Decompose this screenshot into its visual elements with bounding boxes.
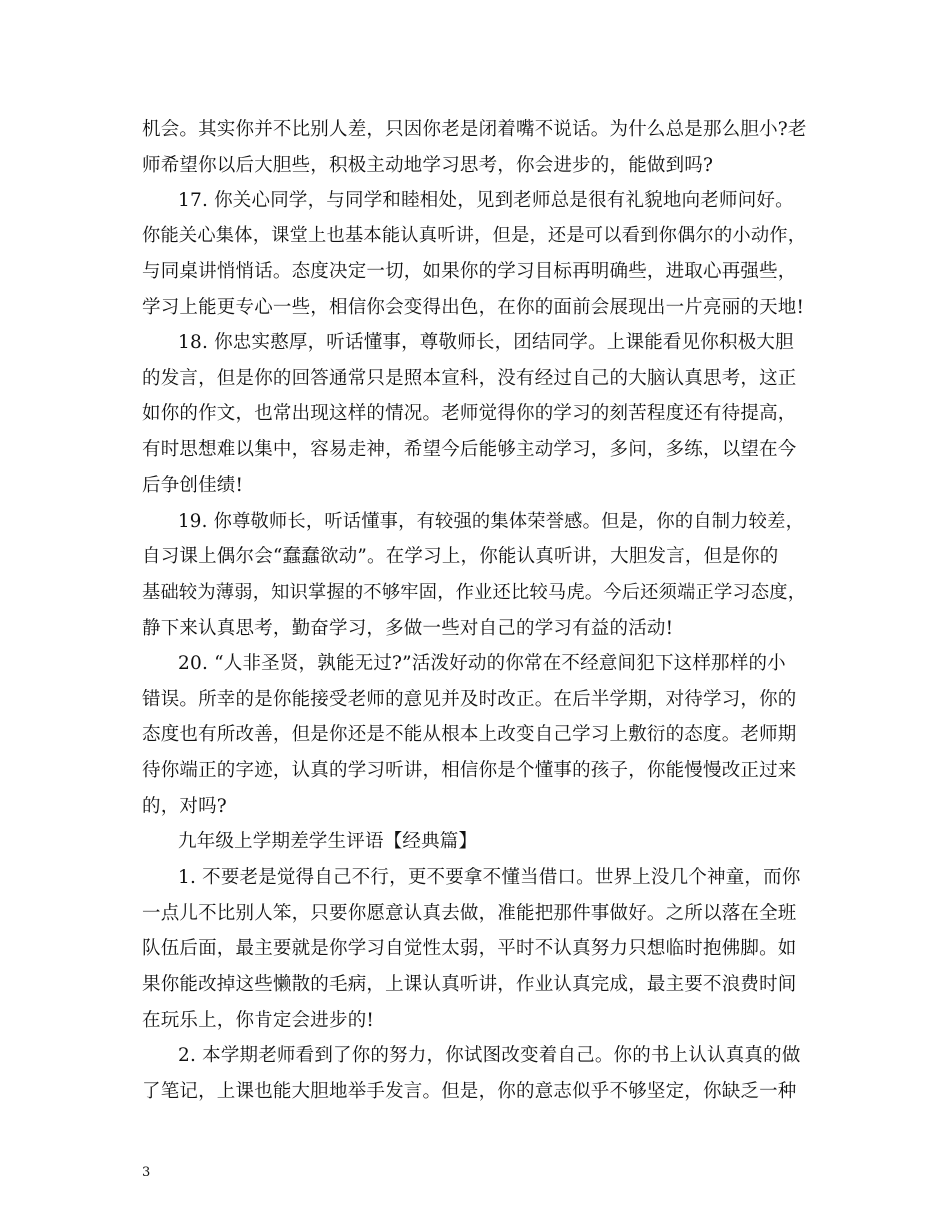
text-line: 的，对吗? (142, 796, 227, 817)
text-line: 基础较为薄弱，知识掌握的不够牢固，作业还比较马虎。今后还须端正学习态度， (142, 582, 807, 603)
text-line: 你能关心集体，课堂上也基本能认真听讲，但是，还是可以看到你偶尔的小动作， (142, 225, 807, 246)
text-line: 1. 不要老是觉得自己不行，更不要拿不懂当借口。世界上没几个神童，而你 (178, 867, 801, 888)
text-line: 2. 本学期老师看到了你的努力，你试图改变着自己。你的书上认认真真的做 (178, 1045, 801, 1066)
text-line: 的发言，但是你的回答通常只是照本宣科，没有经过自己的大脑认真思考，这正 (142, 368, 797, 389)
text-line: 师希望你以后大胆些，积极主动地学习思考，你会进步的，能做到吗? (142, 155, 714, 176)
text-line: 19. 你尊敬师长，听话懂事，有较强的集体荣誉感。但是，你的自制力较差， (178, 511, 805, 532)
text-line: 机会。其实你并不比别人差，只因你老是闭着嘴不说话。为什么总是那么胆小?老 (142, 119, 807, 140)
text-line: 一点儿不比别人笨，只要你愿意认真去做，准能把那件事做好。之所以落在全班 (142, 903, 797, 924)
text-line: 学习上能更专心一些，相信你会变得出色，在你的面前会展现出一片亮丽的天地! (142, 297, 805, 318)
text-line: 了笔记，上课也能大胆地举手发言。但是，你的意志似乎不够坚定，你缺乏一种 (142, 1081, 797, 1102)
text-line: 后争创佳绩! (142, 475, 244, 496)
text-line: 在玩乐上，你肯定会进步的! (142, 1010, 375, 1031)
text-line: 与同桌讲悄悄话。态度决定一切，如果你的学习目标再明确些，进取心再强些， (142, 261, 797, 282)
text-line: 待你端正的字迹，认真的学习听讲，相信你是个懂事的孩子，你能慢慢改正过来 (142, 760, 797, 781)
text-line: 17. 你关心同学，与同学和睦相处，见到老师总是很有礼貌地向老师问好。 (178, 190, 794, 211)
page-number: 3 (142, 1165, 151, 1180)
text-line: 自习课上偶尔会“蠢蠢欲动”。在学习上，你能认真听讲，大胆发言，但是你的 (142, 546, 779, 567)
text-line: 果你能改掉这些懒散的毛病，上课认真听讲，作业认真完成，最主要不浪费时间 (142, 974, 797, 995)
text-line: 20. “人非圣贤，孰能无过?”活泼好动的你常在不经意间犯下这样那样的小 (178, 653, 786, 674)
text-line: 错误。所幸的是你能接受老师的意见并及时改正。在后半学期，对待学习，你的 (142, 689, 797, 710)
text-line: 态度也有所改善，但是你还是不能从根本上改变自己学习上敷衍的态度。老师期 (142, 724, 797, 745)
text-line: 有时思想难以集中，容易走神，希望今后能够主动学习，多问，多练，以望在今 (142, 439, 797, 460)
section-heading: 九年级上学期差学生评语【经典篇】 (178, 831, 478, 852)
text-line: 静下来认真思考，勤奋学习，多做一些对自己的学习有益的活动! (142, 618, 674, 639)
text-line: 如你的作文，也常出现这样的情况。老师觉得你的学习的刻苦程度还有待提高， (142, 403, 797, 424)
text-line: 18. 你忠实憨厚，听话懂事，尊敬师长，团结同学。上课能看见你积极大胆 (178, 332, 794, 353)
text-line: 队伍后面，最主要就是你学习自觉性太弱，平时不认真努力只想临时抱佛脚。如 (142, 938, 797, 959)
